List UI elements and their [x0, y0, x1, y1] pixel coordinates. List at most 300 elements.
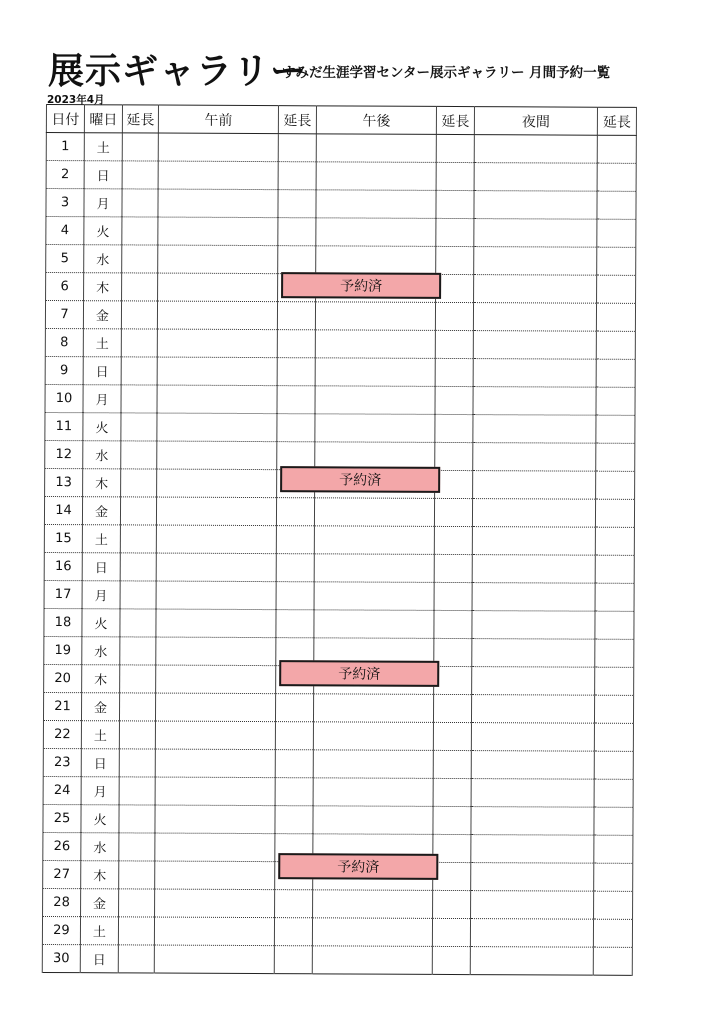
afternoon-cell	[313, 722, 433, 751]
ext-1-cell	[120, 637, 156, 665]
page-subtitle: すみだ生涯学習センター展示ギャラリー 月間予約一覧	[282, 65, 611, 81]
afternoon-cell	[316, 274, 436, 303]
ext-3-cell	[435, 470, 473, 498]
ext-1-cell	[121, 441, 157, 469]
weekday-cell: 火	[82, 609, 120, 637]
booking-marker: 予約済	[280, 466, 440, 493]
ext-1-cell	[119, 777, 155, 805]
date-cell: 6	[46, 273, 84, 301]
night-cell	[473, 303, 596, 332]
date-cell: 30	[42, 944, 80, 972]
table-row	[44, 608, 634, 639]
ext-4-cell	[596, 443, 635, 471]
ext-1-cell	[122, 217, 158, 245]
ext-2-cell	[277, 330, 315, 358]
ext-2-cell	[276, 610, 314, 638]
col-header-night: 夜間	[474, 107, 597, 136]
afternoon-cell	[314, 554, 434, 583]
ext-1-cell	[121, 301, 157, 329]
table-row	[43, 804, 633, 835]
afternoon-cell	[313, 890, 433, 919]
morning-cell	[154, 945, 274, 974]
date-cell: 19	[44, 636, 82, 664]
night-cell	[473, 415, 596, 444]
ext-3-cell	[434, 526, 472, 554]
ext-1-cell	[119, 721, 155, 749]
ext-4-cell	[594, 863, 633, 891]
schedule-table	[42, 104, 637, 976]
ext-3-cell	[433, 834, 471, 862]
weekday-cell: 金	[83, 301, 121, 329]
weekday-cell: 日	[82, 553, 120, 581]
weekday-cell: 日	[84, 161, 122, 189]
ext-4-cell	[595, 611, 634, 639]
afternoon-cell	[313, 694, 433, 723]
night-cell	[470, 947, 593, 976]
date-cell: 21	[43, 692, 81, 720]
col-header-morning: 午前	[158, 105, 278, 134]
date-cell: 3	[46, 189, 84, 217]
ext-2-cell	[275, 862, 313, 890]
weekday-cell: 土	[83, 329, 121, 357]
ext-1-cell	[119, 749, 155, 777]
weekday-cell: 木	[83, 469, 121, 497]
morning-cell	[157, 441, 277, 470]
table-row	[46, 245, 636, 276]
ext-4-cell	[595, 555, 634, 583]
ext-3-cell	[435, 386, 473, 414]
ext-4-cell	[596, 359, 635, 387]
ext-1-cell	[119, 833, 155, 861]
night-cell	[471, 723, 594, 752]
ext-4-cell	[595, 499, 634, 527]
table-row	[43, 860, 633, 891]
ext-3-cell	[436, 274, 474, 302]
morning-cell	[157, 329, 277, 358]
ext-2-cell	[278, 134, 316, 162]
weekday-cell: 金	[82, 497, 120, 525]
ext-4-cell	[597, 191, 636, 219]
night-cell	[473, 331, 596, 360]
afternoon-cell	[314, 638, 434, 667]
ext-1-cell	[121, 329, 157, 357]
afternoon-cell	[313, 806, 433, 835]
ext-1-cell	[118, 917, 154, 945]
date-cell: 8	[45, 328, 83, 356]
ext-1-cell	[120, 665, 156, 693]
ext-3-cell	[435, 414, 473, 442]
night-cell	[473, 471, 596, 500]
morning-cell	[157, 301, 277, 330]
table-row	[45, 384, 635, 415]
booking-marker: 予約済	[278, 854, 438, 881]
ext-1-cell	[121, 385, 157, 413]
weekday-cell: 金	[81, 693, 119, 721]
date-cell: 13	[45, 468, 83, 496]
ext-2-cell	[277, 358, 315, 386]
table-row	[44, 580, 634, 611]
morning-cell	[156, 637, 276, 666]
afternoon-cell	[315, 302, 435, 331]
ext-2-cell	[276, 554, 314, 582]
ext-2-cell	[277, 302, 315, 330]
date-cell: 25	[43, 804, 81, 832]
col-header-day: 曜日	[84, 105, 122, 133]
table-row	[45, 356, 635, 387]
weekday-cell: 水	[83, 441, 121, 469]
morning-cell	[157, 357, 277, 386]
ext-1-cell	[122, 245, 158, 273]
night-cell	[472, 527, 595, 556]
morning-cell	[158, 133, 278, 162]
ext-4-cell	[594, 835, 633, 863]
ext-3-cell	[433, 806, 471, 834]
afternoon-cell	[314, 582, 434, 611]
col-header-afternoon: 午後	[316, 106, 436, 135]
ext-4-cell	[595, 527, 634, 555]
header-row	[46, 105, 636, 136]
ext-3-cell	[436, 134, 474, 162]
date-cell: 11	[45, 412, 83, 440]
night-cell	[472, 555, 595, 584]
weekday-cell: 土	[84, 133, 122, 161]
date-cell: 26	[43, 832, 81, 860]
date-cell: 12	[45, 440, 83, 468]
afternoon-cell	[315, 330, 435, 359]
weekday-cell: 日	[81, 749, 119, 777]
ext-1-cell	[120, 497, 156, 525]
table-row	[43, 832, 633, 863]
night-cell	[471, 695, 594, 724]
night-cell	[471, 863, 594, 892]
night-cell	[471, 835, 594, 864]
ext-3-cell	[433, 722, 471, 750]
col-header-ext-2: 延長	[278, 106, 316, 134]
morning-cell	[154, 917, 274, 946]
ext-3-cell	[434, 666, 472, 694]
ext-4-cell	[596, 387, 635, 415]
ext-4-cell	[596, 415, 635, 443]
morning-cell	[157, 469, 277, 498]
night-cell	[473, 443, 596, 472]
table-row	[43, 692, 633, 723]
date-cell: 7	[45, 301, 83, 329]
ext-2-cell	[276, 526, 314, 554]
weekday-cell: 火	[84, 217, 122, 245]
night-cell	[474, 275, 597, 304]
ext-3-cell	[436, 218, 474, 246]
ext-3-cell	[432, 918, 470, 946]
ext-3-cell	[436, 190, 474, 218]
weekday-cell: 土	[80, 917, 118, 945]
date-cell: 1	[46, 133, 84, 161]
weekday-cell: 木	[84, 273, 122, 301]
afternoon-cell	[313, 834, 433, 863]
table-row	[45, 328, 635, 359]
table-row	[44, 636, 634, 667]
ext-1-cell	[122, 189, 158, 217]
booking-marker: 予約済	[281, 272, 441, 299]
ext-2-cell	[278, 162, 316, 190]
table-row	[43, 748, 633, 779]
afternoon-cell	[313, 750, 433, 779]
morning-cell	[158, 161, 278, 190]
ext-2-cell	[275, 890, 313, 918]
night-cell	[472, 639, 595, 668]
ext-2-cell	[277, 442, 315, 470]
ext-4-cell	[595, 667, 634, 695]
ext-4-cell	[595, 639, 634, 667]
ext-4-cell	[597, 219, 636, 247]
ext-1-cell	[122, 273, 158, 301]
date-cell: 29	[42, 916, 80, 944]
table-row	[46, 161, 636, 192]
ext-2-cell	[275, 778, 313, 806]
table-row	[44, 524, 634, 555]
night-cell	[474, 247, 597, 276]
ext-2-cell	[278, 218, 316, 246]
ext-2-cell	[275, 806, 313, 834]
morning-cell	[156, 665, 276, 694]
ext-3-cell	[435, 442, 473, 470]
ext-4-cell	[594, 891, 633, 919]
ext-2-cell	[275, 694, 313, 722]
ext-4-cell	[596, 471, 635, 499]
ext-1-cell	[119, 889, 155, 917]
ext-2-cell	[278, 274, 316, 302]
afternoon-cell	[316, 190, 436, 219]
table-row	[44, 496, 634, 527]
morning-cell	[156, 497, 276, 526]
afternoon-cell	[314, 610, 434, 639]
ext-2-cell	[278, 246, 316, 274]
schedule-body	[42, 133, 636, 976]
afternoon-cell	[316, 134, 436, 163]
morning-cell	[156, 525, 276, 554]
weekday-cell: 木	[82, 665, 120, 693]
morning-cell	[155, 777, 275, 806]
ext-1-cell	[120, 553, 156, 581]
weekday-cell: 日	[80, 945, 118, 973]
date-cell: 20	[44, 664, 82, 692]
date-cell: 23	[43, 748, 81, 776]
date-cell: 5	[46, 245, 84, 273]
table-row	[46, 133, 636, 164]
ext-1-cell	[121, 357, 157, 385]
weekday-cell: 日	[83, 357, 121, 385]
ext-3-cell	[434, 638, 472, 666]
morning-cell	[155, 833, 275, 862]
ext-2-cell	[277, 470, 315, 498]
ext-1-cell	[122, 133, 158, 161]
booking-marker: 予約済	[279, 660, 439, 687]
afternoon-cell	[315, 442, 435, 471]
ext-4-cell	[595, 583, 634, 611]
morning-cell	[155, 861, 275, 890]
afternoon-cell	[313, 778, 433, 807]
ext-3-cell	[436, 246, 474, 274]
table-row	[42, 916, 632, 947]
col-header-date: 日付	[46, 105, 84, 133]
col-header-ext-3: 延長	[436, 106, 474, 134]
morning-cell	[156, 581, 276, 610]
ext-4-cell	[597, 275, 636, 303]
afternoon-cell	[316, 218, 436, 247]
ext-1-cell	[120, 609, 156, 637]
afternoon-cell	[314, 526, 434, 555]
ext-3-cell	[434, 610, 472, 638]
ext-4-cell	[597, 135, 636, 163]
night-cell	[474, 191, 597, 220]
ext-4-cell	[594, 807, 633, 835]
night-cell	[471, 779, 594, 808]
ext-4-cell	[593, 947, 632, 975]
weekday-cell: 土	[81, 721, 119, 749]
date-cell: 9	[45, 356, 83, 384]
ext-4-cell	[594, 723, 633, 751]
table-row	[46, 217, 636, 248]
table-row	[46, 189, 636, 220]
col-header-ext-4: 延長	[597, 107, 636, 135]
ext-4-cell	[596, 303, 635, 331]
date-cell: 18	[44, 608, 82, 636]
ext-3-cell	[433, 778, 471, 806]
ext-2-cell	[277, 414, 315, 442]
afternoon-cell	[316, 162, 436, 191]
morning-cell	[155, 889, 275, 918]
night-cell	[470, 919, 593, 948]
date-cell: 22	[43, 720, 81, 748]
table-row	[45, 440, 635, 471]
ext-4-cell	[597, 163, 636, 191]
weekday-cell: 水	[82, 637, 120, 665]
morning-cell	[158, 217, 278, 246]
schedule-sheet	[42, 104, 636, 969]
ext-3-cell	[433, 890, 471, 918]
table-row	[45, 468, 635, 499]
morning-cell	[156, 553, 276, 582]
night-cell	[471, 891, 594, 920]
page-title: 展示ギャラリー	[48, 51, 308, 92]
ext-1-cell	[119, 861, 155, 889]
ext-3-cell	[435, 330, 473, 358]
ext-2-cell	[276, 582, 314, 610]
weekday-cell: 土	[82, 525, 120, 553]
morning-cell	[155, 693, 275, 722]
night-cell	[474, 135, 597, 164]
date-cell: 16	[44, 552, 82, 580]
ext-1-cell	[119, 693, 155, 721]
weekday-cell: 金	[81, 889, 119, 917]
afternoon-cell	[315, 386, 435, 415]
ext-3-cell	[434, 582, 472, 610]
ext-3-cell	[433, 750, 471, 778]
month-label: 2023年4月	[47, 94, 105, 106]
weekday-cell: 木	[81, 861, 119, 889]
table-row	[45, 412, 635, 443]
ext-3-cell	[436, 162, 474, 190]
weekday-cell: 火	[83, 413, 121, 441]
ext-2-cell	[276, 498, 314, 526]
ext-2-cell	[275, 750, 313, 778]
ext-1-cell	[119, 805, 155, 833]
morning-cell	[158, 189, 278, 218]
ext-2-cell	[274, 918, 312, 946]
ext-3-cell	[434, 498, 472, 526]
ext-4-cell	[594, 695, 633, 723]
table-row	[45, 301, 635, 332]
weekday-cell: 月	[83, 385, 121, 413]
date-cell: 17	[44, 580, 82, 608]
night-cell	[473, 387, 596, 416]
col-header-ext-1: 延長	[122, 105, 158, 133]
table-row	[42, 944, 632, 975]
table-row	[44, 664, 634, 695]
ext-4-cell	[593, 919, 632, 947]
afternoon-cell	[315, 414, 435, 443]
morning-cell	[157, 385, 277, 414]
ext-3-cell	[434, 554, 472, 582]
night-cell	[474, 163, 597, 192]
date-cell: 15	[44, 524, 82, 552]
night-cell	[471, 751, 594, 780]
date-cell: 24	[43, 776, 81, 804]
ext-4-cell	[594, 779, 633, 807]
afternoon-cell	[314, 498, 434, 527]
weekday-cell: 月	[81, 777, 119, 805]
ext-3-cell	[435, 302, 473, 330]
table-row	[43, 888, 633, 919]
ext-3-cell	[433, 694, 471, 722]
afternoon-cell	[313, 862, 433, 891]
ext-1-cell	[120, 525, 156, 553]
night-cell	[471, 807, 594, 836]
ext-1-cell	[121, 413, 157, 441]
night-cell	[472, 583, 595, 612]
date-cell: 27	[43, 860, 81, 888]
morning-cell	[155, 805, 275, 834]
date-cell: 10	[45, 384, 83, 412]
night-cell	[473, 359, 596, 388]
weekday-cell: 月	[82, 581, 120, 609]
night-cell	[474, 219, 597, 248]
ext-1-cell	[120, 581, 156, 609]
afternoon-cell	[314, 666, 434, 695]
date-cell: 14	[44, 496, 82, 524]
ext-2-cell	[274, 946, 312, 974]
weekday-cell: 月	[84, 189, 122, 217]
night-cell	[472, 611, 595, 640]
afternoon-cell	[316, 246, 436, 275]
afternoon-cell	[315, 470, 435, 499]
date-cell: 2	[46, 161, 84, 189]
morning-cell	[157, 413, 277, 442]
ext-2-cell	[277, 386, 315, 414]
morning-cell	[158, 245, 278, 274]
weekday-cell: 水	[81, 833, 119, 861]
afternoon-cell	[312, 918, 432, 947]
ext-2-cell	[275, 834, 313, 862]
morning-cell	[155, 721, 275, 750]
ext-4-cell	[596, 331, 635, 359]
afternoon-cell	[315, 358, 435, 387]
ext-4-cell	[597, 247, 636, 275]
morning-cell	[155, 749, 275, 778]
morning-cell	[156, 609, 276, 638]
afternoon-cell	[312, 946, 432, 975]
table-row	[43, 720, 633, 751]
ext-2-cell	[276, 638, 314, 666]
